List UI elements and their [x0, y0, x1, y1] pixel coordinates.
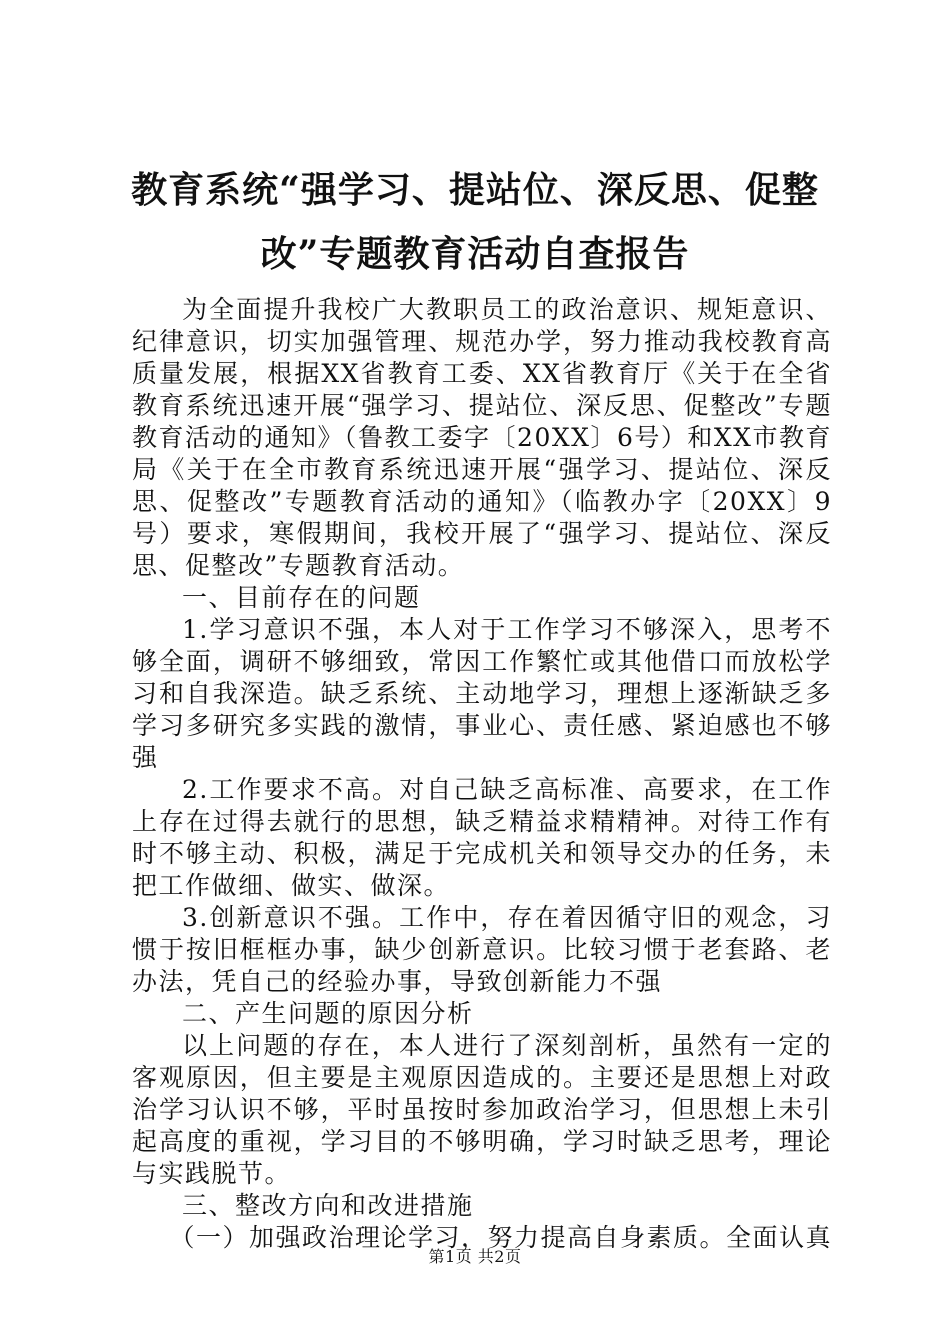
- document-body: [132, 294, 832, 1254]
- paragraph-intro: 为全面提升我校广大教职员工的政治意识、规矩意识、纪律意识，切实加强管理、规范办学，努力推动我校教育高质量发展，根据XX省教育工委、XX省教育厅《关于在全省教育系统迅速开展“强学习、提站位、深反思、促整改”专题教育活动的通知》（鲁教工委字〔20XX〕6号）和XX市教育局《关于在全市教育系统迅速开展“强学习、提站位、深反思、促整改”专题教育活动的通知》（临教办字〔20XX〕9号）要求，寒假期间，我校开展了“强学习、提站位、深反思、促整改”专题教育活动。: [132, 295, 832, 580]
- document-title: 教育系统“强学习、提站位、深反思、促整改”专题教育活动自查报告: [131, 169, 819, 275]
- section-heading-causes: 二、产生问题的原因分析: [182, 999, 474, 1028]
- page-footer: 第1页 共2页: [428, 1247, 522, 1266]
- section-heading-problems: 一、目前存在的问题: [182, 583, 421, 612]
- section-heading-measures: 三、整改方向和改进措施: [182, 1191, 474, 1220]
- paragraph-measure-1: （一）加强政治理论学习，努力提高自身素质。全面认真: [169, 1223, 833, 1252]
- paragraph-problem-2: 2.工作要求不高。对自己缺乏高标准、高要求，在工作上存在过得去就行的思想，缺乏精益求精精神。对待工作有时不够主动、积极，满足于完成机关和领导交办的任务，未把工作做细、做实、做深。: [132, 775, 832, 900]
- paragraph-problem-3: 3.创新意识不强。工作中，存在着因循守旧的观念，习惯于按旧框框办事，缺少创新意识。比较习惯于老套路、老办法，凭自己的经验办事，导致创新能力不强: [132, 903, 832, 996]
- paragraph-problem-1: 1.学习意识不强，本人对于工作学习不够深入，思考不够全面，调研不够细致，常因工作繁忙或其他借口而放松学习和自我深造。缺乏系统、主动地学习，理想上逐渐缺乏多学习多研究多实践的激情，事业心、责任感、紧迫感也不够强: [132, 615, 832, 772]
- paragraph-causes: 以上问题的存在，本人进行了深刻剖析，虽然有一定的客观原因，但主要是主观原因造成的。主要还是思想上对政治学习认识不够，平时虽按时参加政治学习，但思想上未引起高度的重视，学习目的不够明确，学习时缺乏思考，理论与实践脱节。: [132, 1031, 832, 1188]
